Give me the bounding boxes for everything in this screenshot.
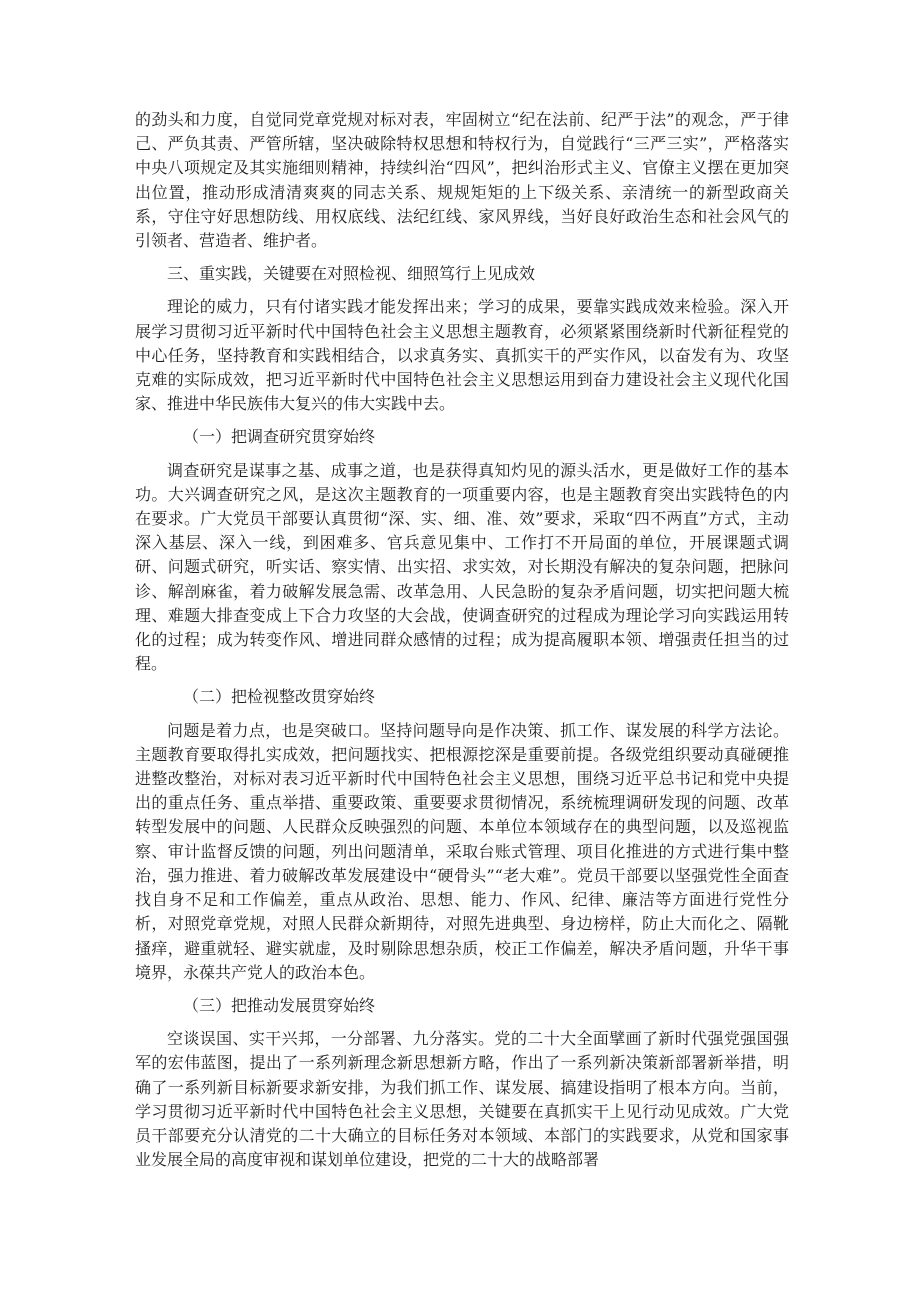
document-body	[135, 108, 789, 1172]
subheading-2: （二）把检视整改贯穿始终	[183, 687, 376, 707]
paragraph-development: 空谈误国、实干兴邦，一分部署、九分落实。党的二十大全面擘画了新时代强党强国强军的宏伟蓝图，提出了一系列新理念新思想新方略，作出了一系列新决策新部署新举措，明确了一系列新目标新要求新安排，为我们抓工作、谋发展、搞建设指明了根本方向。当前，学习贯彻习近平新时代中国特色社会主义思想，关键要在真抓实干上见行动见成效。广大党员干部要充分认清党的二十大确立的目标任务对本领域、本部门的实践要求，从党和国家事业发展全局的高度审视和谋划单位建设，把党的二十大的战略部署	[135, 1029, 789, 1170]
section-heading-3: 三、重实践，关键要在对照检视、细照笃行上见成效	[167, 264, 536, 284]
paragraph-continued: 的劲头和力度，自觉同党章党规对标对表，牢固树立“纪在法前、纪严于法”的观念，严于律己、严负其责、严管所辖，坚决破除特权思想和特权行为，自觉践行“三严三实”，严格落实中央八项规定及其实施细则精神，持续纠治“四风”，把纠治形式主义、官僚主义摆在更加突出位置，推动形成清清爽爽的同志关系、规规矩矩的上下级关系、亲清统一的新型政商关系，守住守好思想防线、用权底线、法纪红线、家风界线，当好良好政治生态和社会风气的引领者、营造者、维护者。	[135, 110, 789, 251]
subheading-1: （一）把调查研究贯穿始终	[183, 427, 376, 447]
paragraph-practice-intro: 理论的威力，只有付诸实践才能发挥出来；学习的成果，要靠实践成效来检验。深入开展学习贯彻习近平新时代中国特色社会主义思想主题教育，必须紧紧围绕新时代新征程党的中心任务，坚持教育和实践相结合，以求真务实、真抓实干的严实作风，以奋发有为、攻坚克难的实际成效，把习近平新时代中国特色社会主义思想运用到奋力建设社会主义现代化国家、推进中华民族伟大复兴的伟大实践中去。	[135, 297, 789, 414]
subheading-3: （三）把推动发展贯穿始终	[183, 995, 376, 1015]
paragraph-investigation: 调查研究是谋事之基、成事之道，也是获得真知灼见的源头活水，更是做好工作的基本功。大兴调查研究之风，是这次主题教育的一项重要内容，也是主题教育突出实践特色的内在要求。广大党员干部要认真贯彻“深、实、细、准、效”要求，采取“四不两直”方式，主动深入基层、深入一线，到困难多、官兵意见集中、工作打不开局面的单位，开展课题式调研、问题式研究，听实话、察实情、出实招、求实效，对长期没有解决的复杂问题，把脉问诊、解剖麻雀，着力破解发展急需、改革急用、人民急盼的复杂矛盾问题，切实把问题大梳理、难题大排查变成上下合力攻坚的大会战，使调查研究的过程成为理论学习向实践运用转化的过程；成为转变作风、增进同群众感情的过程；成为提高履职本领、增强责任担当的过程。	[135, 460, 789, 674]
paragraph-rectification: 问题是着力点，也是突破口。坚持问题导向是作决策、抓工作、谋发展的科学方法论。主题教育要取得扎实成效，把问题找实、把根源挖深是重要前提。各级党组织要动真碰硬推进整改整治，对标对表习近平新时代中国特色社会主义思想，围绕习近平总书记和党中央提出的重点任务、重点举措、重要政策、重要要求贯彻情况，系统梳理调研发现的问题、改革转型发展中的问题、人民群众反映强烈的问题、本单位本领域存在的典型问题，以及巡视监察、审计监督反馈的问题，列出问题清单，采取台账式管理、项目化推进的方式进行集中整治，强力推进、着力破解改革发展建设中“硬骨头”“老大难”。党员干部要以坚强党性全面查找自身不足和工作偏差，重点从政治、思想、能力、作风、纪律、廉洁等方面进行党性分析，对照党章党规，对照人民群众新期待，对照先进典型、身边榜样，防止大而化之、隔靴搔痒，避重就轻、避实就虚，及时剔除思想杂质，校正工作偏差，解决矛盾问题，升华干事境界，永葆共产党人的政治本色。	[135, 720, 789, 982]
